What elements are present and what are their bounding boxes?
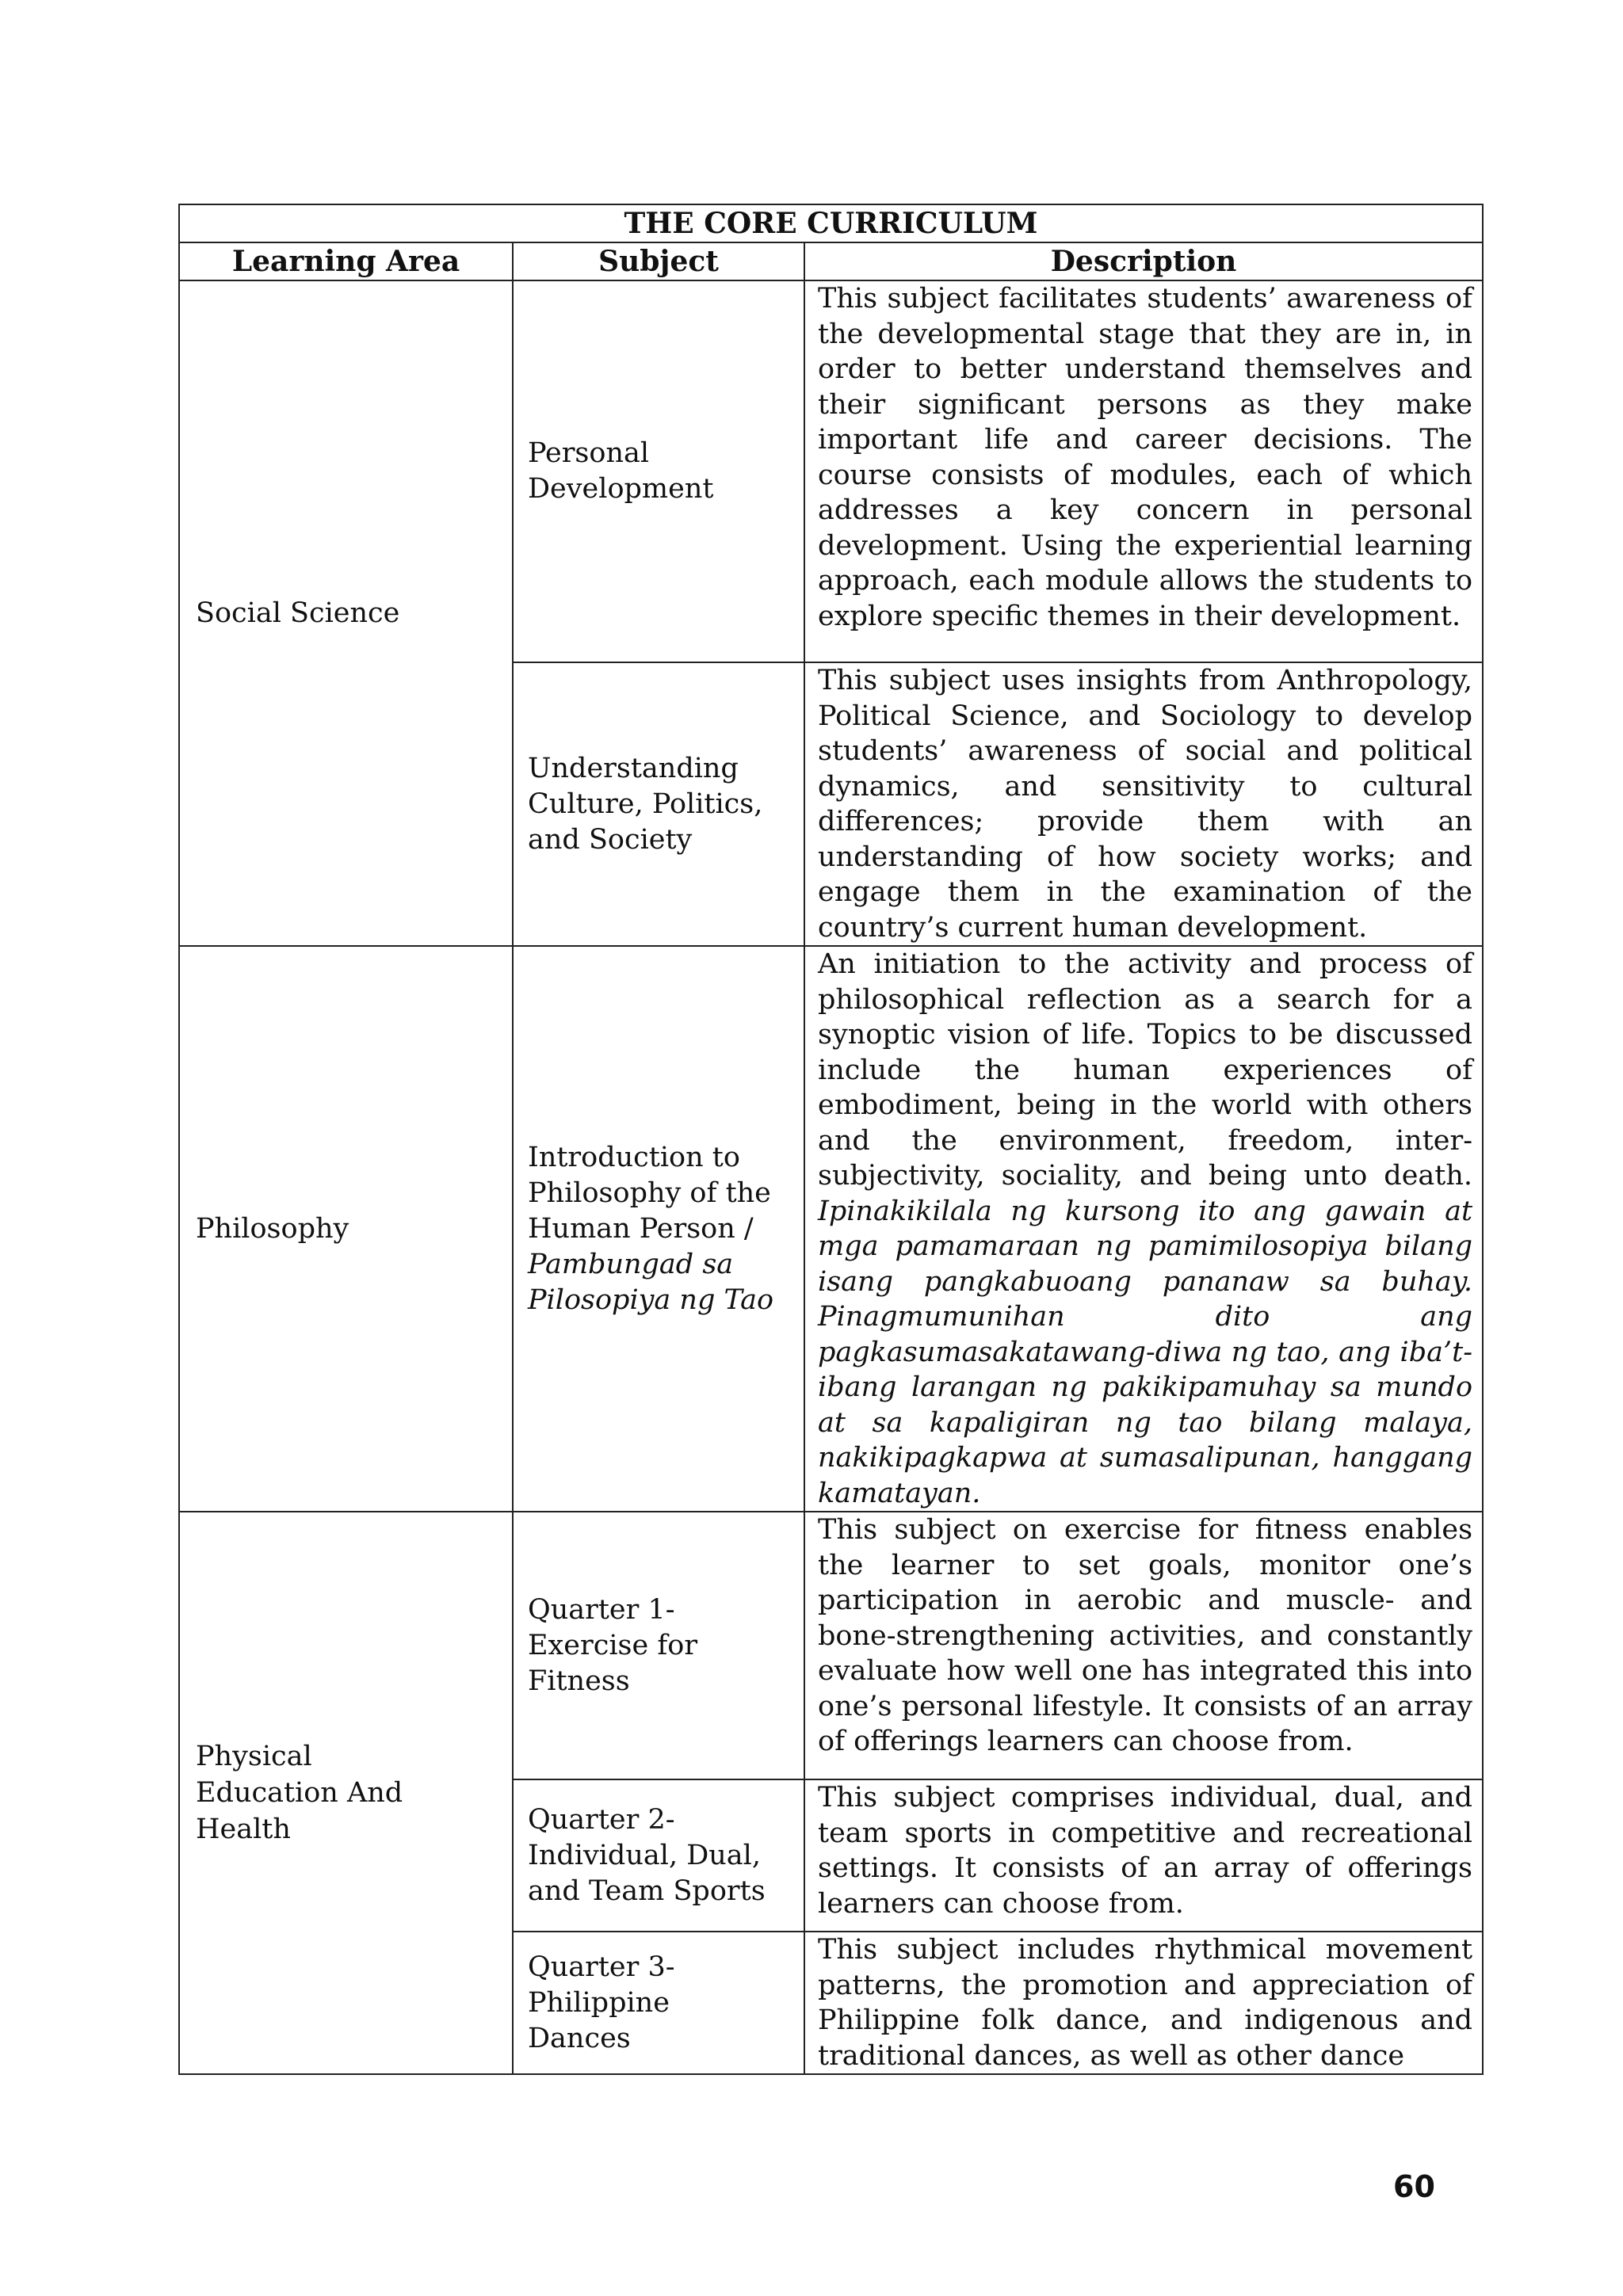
description-cell: This subject on exercise for fitness enables the learner to set goals, monitor one’s participation in aerobic and muscle- and bone-strengthening activities, and constantly evaluate how well one has integrated this into one’s personal lifestyle. It consists of an array of offerings learners can choose from.: [804, 1512, 1483, 1779]
subject-line: and Society: [528, 823, 693, 856]
table-title: THE CORE CURRICULUM: [179, 204, 1483, 242]
description-text: An initiation to the activity and process of philosophical reflection as a search for a synoptic vision of life. Topics to be discussed include the human experiences of embodiment, being in the world with others and the environment, freedom, inter-subjectivity, sociality, and being unto death.: [818, 948, 1473, 1192]
description-cell: [804, 946, 1483, 1512]
learning-area-cell: [179, 1512, 513, 2074]
subject-line: Exercise for: [528, 1629, 698, 1661]
header-subject: Subject: [513, 242, 804, 280]
subject-line: Understanding: [528, 752, 739, 784]
header-learning-area: Learning Area: [179, 242, 513, 280]
learning-area-line: Health: [196, 1814, 291, 1845]
subject-line: Fitness: [528, 1665, 630, 1697]
description-cell: This subject includes rhythmical movement patterns, the promotion and appreciation of Philippine folk dance, and indigenous and traditional dances, as well as other dance: [804, 1932, 1483, 2074]
header-description: Description: [804, 242, 1483, 280]
subject-line: Development: [528, 473, 714, 505]
description-cell: This subject uses insights from Anthropology, Political Science, and Sociology to develop students’ awareness of social and political dynamics, and sensitivity to cultural differences; provide them with an understanding of how society works; and engage them in the examination of the country’s current human development.: [804, 662, 1483, 946]
table-title-row: [179, 204, 1483, 242]
subject-line: Introduction to: [528, 1141, 740, 1173]
subject-line: Quarter 1-: [528, 1593, 675, 1626]
subject-line-italic: Pilosopiya ng Tao: [528, 1283, 774, 1316]
subject-cell: [513, 946, 804, 1512]
learning-area-cell: Philosophy: [179, 946, 513, 1512]
table-header-row: [179, 242, 1483, 280]
subject-line-italic: Pambungad sa: [528, 1248, 734, 1280]
subject-line: Quarter 2-: [528, 1803, 675, 1836]
page-number: 60: [1393, 2169, 1435, 2204]
learning-area-line: Physical: [196, 1741, 312, 1772]
subject-cell: [513, 1932, 804, 2074]
subject-line: Human Person /: [528, 1212, 754, 1245]
table-row: [179, 280, 1483, 662]
description-cell: This subject facilitates students’ awareness of the developmental stage that they are in, in order to better understand themselves and their significant persons as they make important life and career decisions. The course consists of modules, each of which addresses a key concern in personal development. Using the experiential learning approach, each module allows the students to explore specific themes in their development.: [804, 280, 1483, 662]
subject-line: and Team Sports: [528, 1875, 766, 1907]
subject-cell: [513, 1512, 804, 1779]
subject-line: Philosophy of the: [528, 1177, 771, 1209]
subject-line: Philippine: [528, 1986, 670, 2019]
learning-area-line: Education And: [196, 1777, 403, 1809]
subject-cell: [513, 280, 804, 662]
subject-line: Personal: [528, 437, 650, 469]
subject-line: Culture, Politics,: [528, 788, 763, 820]
description-cell: This subject comprises individual, dual, and team sports in competitive and recreational settings. It consists of an array of offerings learners can choose from.: [804, 1779, 1483, 1932]
subject-line: Dances: [528, 2022, 631, 2054]
subject-cell: [513, 1779, 804, 1932]
subject-line: Quarter 3-: [528, 1951, 675, 1983]
learning-area-cell: Social Science: [179, 280, 513, 946]
table-row: [179, 946, 1483, 1512]
table-row: [179, 1512, 1483, 1779]
description-text-italic: Ipinakikilala ng kursong ito ang gawain at mga pamamaraan ng pamimilosopiya bilang isang pangkabuoang pananaw sa buhay. Pinagmumunihan dito ang pagkasumasakatawang-diwa ng tao, ang iba’t-ibang larangan ng pakikipamuhay sa mundo at sa kapaligiran ng tao bilang malaya, nakikipagkapwa at sumasalipunan, hanggang kamatayan.: [818, 1195, 1473, 1509]
subject-line: Individual, Dual,: [528, 1839, 761, 1871]
subject-cell: [513, 662, 804, 946]
core-curriculum-table: [178, 204, 1484, 2075]
